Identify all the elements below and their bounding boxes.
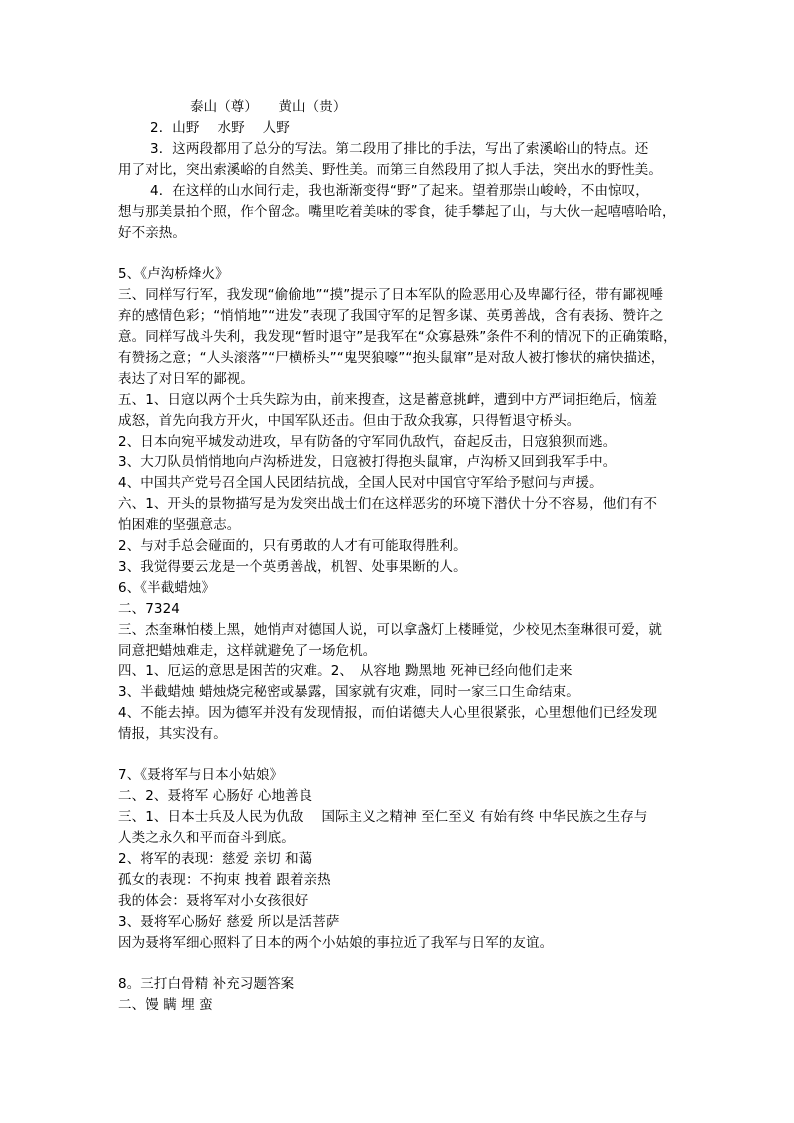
text-line: 4、中国共产党号召全国人民团结抗战，全国人民对中国官守军给予慰问与声援。 [118, 475, 603, 491]
text-line: 4、不能去掉。因为德军并没有发现情报，而伯诺德夫人心里很紧张，心里想他们已经发现 [118, 705, 658, 721]
text-line: 三、杰奎琳怕楼上黑，她悄声对德国人说，可以拿盏灯上楼睡觉，少校见杰奎琳很可爱，就 [118, 622, 662, 638]
section-heading: 6、《半截蜡烛》 [118, 580, 216, 596]
text-line: 2、将军的表现：慈爱 亲切 和蔼 [118, 851, 313, 867]
text-line: 3．这两段都用了总分的写法。第二段用了排比的手法，写出了索溪峪山的特点。还 [150, 141, 649, 157]
text-line: 同意把蜡烛难走，这样就避免了一场危机。 [118, 643, 377, 659]
section-heading: 5、《卢沟桥烽火》 [118, 266, 229, 282]
text-line: 情报，其实没有。 [118, 726, 227, 742]
text-line: 三、同样写行军，我发现“偷偷地”“摸”提示了日本军队的险恶用心及卑鄙行径，带有鄙视唾 [118, 287, 664, 303]
text-line: 有赞扬之意；“人头滚落”“尸横桥头”“鬼哭狼嚎”“抱头鼠窜”是对敌人被打惨状的痛快描述， [118, 350, 665, 366]
text-line: 因为聂将军细心照料了日本的两个小姑娘的事拉近了我军与日军的友谊。 [118, 935, 554, 951]
text-line: 3、聂将军心肠好 慈爱 所以是活菩萨 [118, 914, 340, 930]
text-line: 4．在这样的山水间行走，我也渐渐变得“野”了起来。望着那崇山峻岭，不由惊叹， [150, 183, 649, 199]
text-line: 想与那美景拍个照，作个留念。嘴里吃着美味的零食，徒手攀起了山，与大伙一起嘻嘻哈哈， [118, 204, 676, 220]
text-line: 怕困难的坚强意志。 [118, 517, 241, 533]
section-heading: 7、《聂将军与日本小姑娘》 [118, 767, 284, 783]
text-line: 二、7324 [118, 601, 180, 617]
text-line: 2．山野 水野 人野 [150, 120, 290, 136]
text-line: 六、1、开头的景物描写是为发突出战士们在这样恶劣的环境下潜伏十分不容易，他们有不 [118, 496, 658, 512]
text-line: 弃的感情色彩；“悄悄地”“进发”表现了我国守军的足智多谋、英勇善战，含有表扬、赞许之 [118, 308, 664, 324]
text-line: 二、馒 瞒 埋 蛮 [118, 997, 213, 1013]
text-line: 孤女的表现：不拘束 拽着 跟着亲热 [118, 872, 331, 888]
section-heading: 8。三打白骨精 补充习题答案 [118, 976, 295, 992]
text-line: 我的体会：聂将军对小女孩很好 [118, 893, 309, 909]
text-line: 用了对比，突出索溪峪的自然美、野性美。而第三自然段用了拟人手法，突出水的野性美。 [118, 162, 662, 178]
text-line: 意。同样写战斗失利，我发现“暂时退守”是我军在“众寡悬殊”条件不利的情况下的正确策略， [118, 329, 677, 345]
text-line: 三、1、日本士兵及人民为仇敌 国际主义之精神 至仁至义 有始有终 中华民族之生存与 [118, 809, 648, 825]
text-line: 2、日本向宛平城发动进攻，早有防备的守军同仇敌忾，奋起反击，日寇狼狈而逃。 [118, 434, 617, 450]
text-line: 表达了对日军的鄙视。 [118, 371, 254, 387]
text-line: 人类之永久和平而奋斗到底。 [118, 830, 295, 846]
text-line: 泰山（尊） 黄山（贵） [190, 99, 347, 115]
text-line: 五、1、日寇以两个士兵失踪为由，前来搜查，这是蓄意挑衅，遭到中方严词拒绝后，恼羞 [118, 392, 658, 408]
text-line: 3、我觉得要云龙是一个英勇善战，机智、处事果断的人。 [118, 559, 467, 575]
text-line: 3、半截蜡烛 蜡烛烧完秘密或暴露，国家就有灾难，同时一家三口生命结束。 [118, 684, 580, 700]
text-line: 二、2、聂将军 心肠好 心地善良 [118, 788, 313, 804]
text-line: 成怒，首先向我方开火，中国军队还击。但由于敌众我寡，只得暂退守桥头。 [118, 413, 581, 429]
text-line: 3、大刀队员悄悄地向卢沟桥进发，日寇被打得抱头鼠窜，卢沟桥又回到我军手中。 [118, 454, 617, 470]
text-line: 好不亲热。 [118, 225, 186, 241]
text-line: 2、与对手总会碰面的，只有勇敢的人才有可能取得胜利。 [118, 538, 467, 554]
text-line: 四、1、厄运的意思是困苦的灾难。2、 从容地 黝黑地 死神已经向他们走来 [118, 663, 573, 679]
